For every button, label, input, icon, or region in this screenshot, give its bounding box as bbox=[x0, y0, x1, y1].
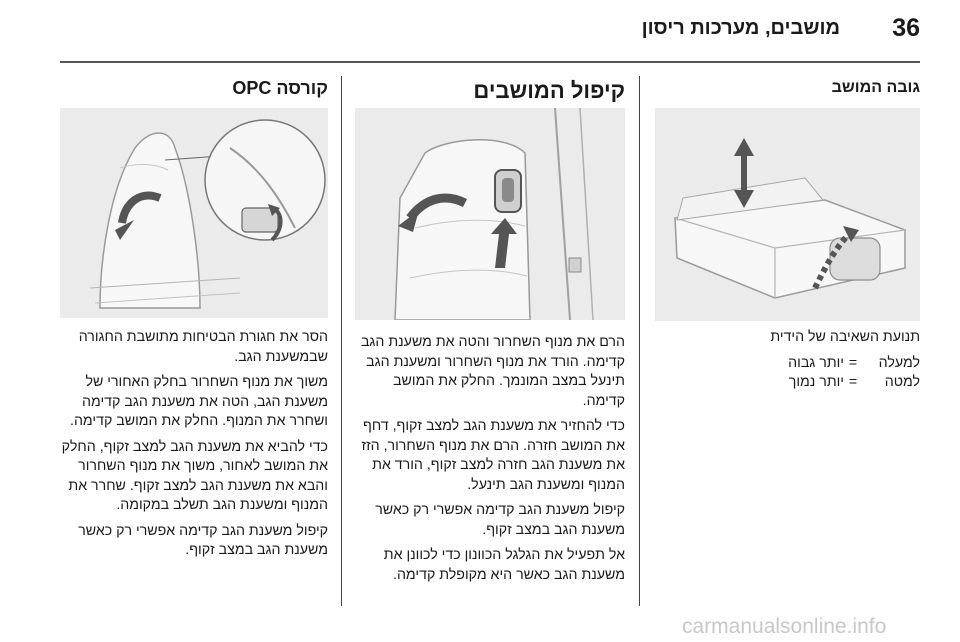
section-body bbox=[60, 328, 328, 567]
seat-fold-illustration bbox=[355, 108, 625, 320]
paragraph: קיפול משענת הגב קדימה אפשרי רק כאשר משענת הגב במצב זקוף. bbox=[375, 502, 625, 538]
column-divider bbox=[341, 76, 342, 606]
kv-key: למטה bbox=[884, 374, 920, 390]
kv-equals: = bbox=[848, 354, 858, 371]
paragraph: אל תפעיל את הגלגל הכוונון כדי לכוונן את משענת הגב כאשר היא מקופלת קדימה. bbox=[383, 547, 625, 583]
section-body bbox=[355, 333, 625, 591]
opc-seat-illustration bbox=[60, 108, 328, 318]
paragraph: כדי להחזיר את משענת הגב למצב זקוף, דחף את המושב חזרה. הרם את מנוף השחרור, הזז את משענת הגב חזרה למצב זקוף, הורד את המנוף ומשענת הגב תינעל. bbox=[361, 418, 625, 493]
kv-row bbox=[655, 373, 920, 393]
paragraph: משוך את מנוף השחרור בחלק האחורי של משענת הגב, הטה את משענת הגב קדימה ושחרר את המנוף. החלק את המושב קדימה. bbox=[70, 374, 328, 429]
section-title: קורסה OPC bbox=[232, 78, 328, 98]
section-title: גובה המושב bbox=[831, 79, 920, 96]
page-number: 36 bbox=[892, 14, 920, 42]
watermark: carmanualsonline.info bbox=[682, 615, 887, 638]
kv-value: יותר גבוה bbox=[788, 354, 844, 371]
paragraph: קיפול משענת הגב קדימה אפשרי רק כאשר משענת הגב במצב זקוף. bbox=[78, 522, 328, 558]
section-seat-height bbox=[655, 76, 920, 606]
kv-key: למעלה bbox=[878, 354, 920, 371]
kv-row bbox=[655, 354, 920, 374]
paragraph: הסר את חגורת הבטיחות מתושבת החגורה שבמשענת הגב. bbox=[78, 329, 328, 365]
kv-equals: = bbox=[848, 374, 858, 390]
intro-text: תנועת השאיבה של הידית bbox=[770, 329, 920, 345]
page-header-title: מושבים, מערכות ריסון bbox=[641, 17, 840, 39]
section-seat-fold bbox=[355, 76, 625, 606]
column-divider bbox=[639, 76, 640, 606]
seat-height-illustration bbox=[655, 108, 920, 321]
kv-value: יותר נמוך bbox=[788, 374, 844, 390]
section-body bbox=[655, 328, 920, 393]
header-rule bbox=[60, 61, 920, 63]
section-opc-seat bbox=[60, 76, 328, 606]
paragraph: הרם את מנוף השחרור והטה את משענת הגב קדימה. הורד את מנוף השחרור ומשענת הגב תינעל במצב המונמך. החלק את המושב קדימה. bbox=[360, 334, 625, 409]
section-title: קיפול המושבים bbox=[473, 78, 625, 103]
paragraph: כדי להביא את משענת הגב למצב זקוף, החלק את המושב לאחור, משוך את מנוף השחרור והבא את משענת הגב למצב זקוף. שחרר את המנוף ומשענת הגב תשלב במקומה. bbox=[61, 438, 328, 513]
